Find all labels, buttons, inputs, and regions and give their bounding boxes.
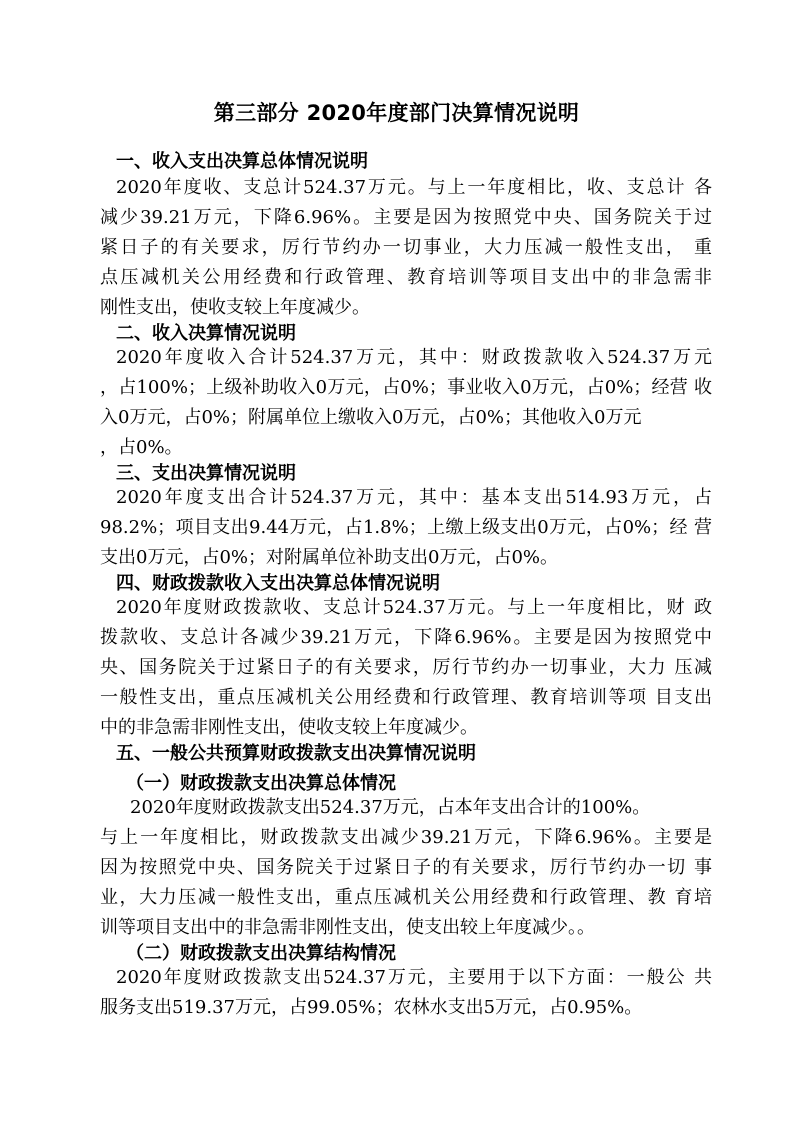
paragraph-line: 因为按照党中央、国务院关于过紧日子的有关要求，厉行节约办一切 事 xyxy=(100,857,712,878)
paragraph-line: 拨款收、支总计各减少39.21万元，下降6.96%。主要是因为按照党中 xyxy=(100,627,712,648)
paragraph-line: 2020年度收入合计524.37万元，其中：财政拨款收入524.37万元 xyxy=(116,347,712,368)
paragraph-line: 2020年度收、支总计524.37万元。与上一年度相比，收、支总计 各 xyxy=(116,177,712,198)
subsection-heading-2: （二）财政拨款支出决算结构情况 xyxy=(126,943,396,964)
paragraph-line: 刚性支出，使收支较上年度减少。 xyxy=(100,297,370,318)
paragraph-line: 2020年度财政拨款收、支总计524.37万元。与上一年度相比，财 政 xyxy=(116,597,712,618)
paragraph-line: 2020年度财政拨款支出524.37万元，主要用于以下方面：一般公 共 xyxy=(116,967,712,988)
paragraph-line: 服务支出519.37万元，占99.05%；农林水支出5万元，占0.95%。 xyxy=(100,997,643,1018)
section-heading-4: 四、财政拨款收入支出决算总体情况说明 xyxy=(116,573,440,594)
paragraph-line: 2020年度支出合计524.37万元，其中：基本支出514.93万元，占 xyxy=(116,487,712,508)
paragraph-line: ，占0%。 xyxy=(100,437,183,458)
paragraph-line: 一般性支出，重点压减机关公用经费和行政管理、教育培训等项 目支出 xyxy=(100,687,712,708)
page-title: 第三部分 2020年度部门决算情况说明 xyxy=(213,101,580,125)
paragraph-line: 点压减机关公用经费和行政管理、教育培训等项目支出中的非急需非 xyxy=(100,267,712,288)
paragraph-line: 支出0万元，占0%；对附属单位补助支出0万元，占0%。 xyxy=(100,547,559,568)
paragraph-line: 紧日子的有关要求，厉行节约办一切事业，大力压减一般性支出， 重 xyxy=(100,237,712,258)
section-heading-5: 五、一般公共预算财政拨款支出决算情况说明 xyxy=(116,743,476,764)
paragraph-line: 中的非急需非刚性支出，使收支较上年度减少。 xyxy=(100,717,478,738)
section-heading-2: 二、收入决算情况说明 xyxy=(116,323,296,344)
section-heading-3: 三、支出决算情况说明 xyxy=(116,463,296,484)
paragraph-line: 减少39.21万元，下降6.96%。主要是因为按照党中央、国务院关于过 xyxy=(100,207,712,228)
paragraph-line: 98.2%；项目支出9.44万元，占1.8%；上缴上级支出0万元，占0%；经 营 xyxy=(100,517,712,538)
paragraph-line: 央、国务院关于过紧日子的有关要求，厉行节约办一切事业，大力 压减 xyxy=(100,657,712,678)
subsection-heading-1: （一）财政拨款支出决算总体情况 xyxy=(126,773,396,794)
paragraph-line: 入0万元，占0%；附属单位上缴收入0万元，占0%；其他收入0万元 xyxy=(100,407,642,428)
paragraph-line: 与上一年度相比，财政拨款支出减少39.21万元，下降6.96%。主要是 xyxy=(100,827,712,848)
paragraph-line: 2020年度财政拨款支出524.37万元，占本年支出合计的100%。 xyxy=(130,797,651,818)
section-heading-1: 一、收入支出决算总体情况说明 xyxy=(116,151,368,172)
paragraph-line: ，占100%；上级补助收入0万元，占0%；事业收入0万元，占0%；经营 收 xyxy=(100,377,712,398)
paragraph-line: 业，大力压减一般性支出，重点压减机关公用经费和行政管理、教 育培 xyxy=(100,887,712,908)
paragraph-line: 训等项目支出中的非急需非刚性支出，使支出较上年度减少。。 xyxy=(100,917,595,938)
